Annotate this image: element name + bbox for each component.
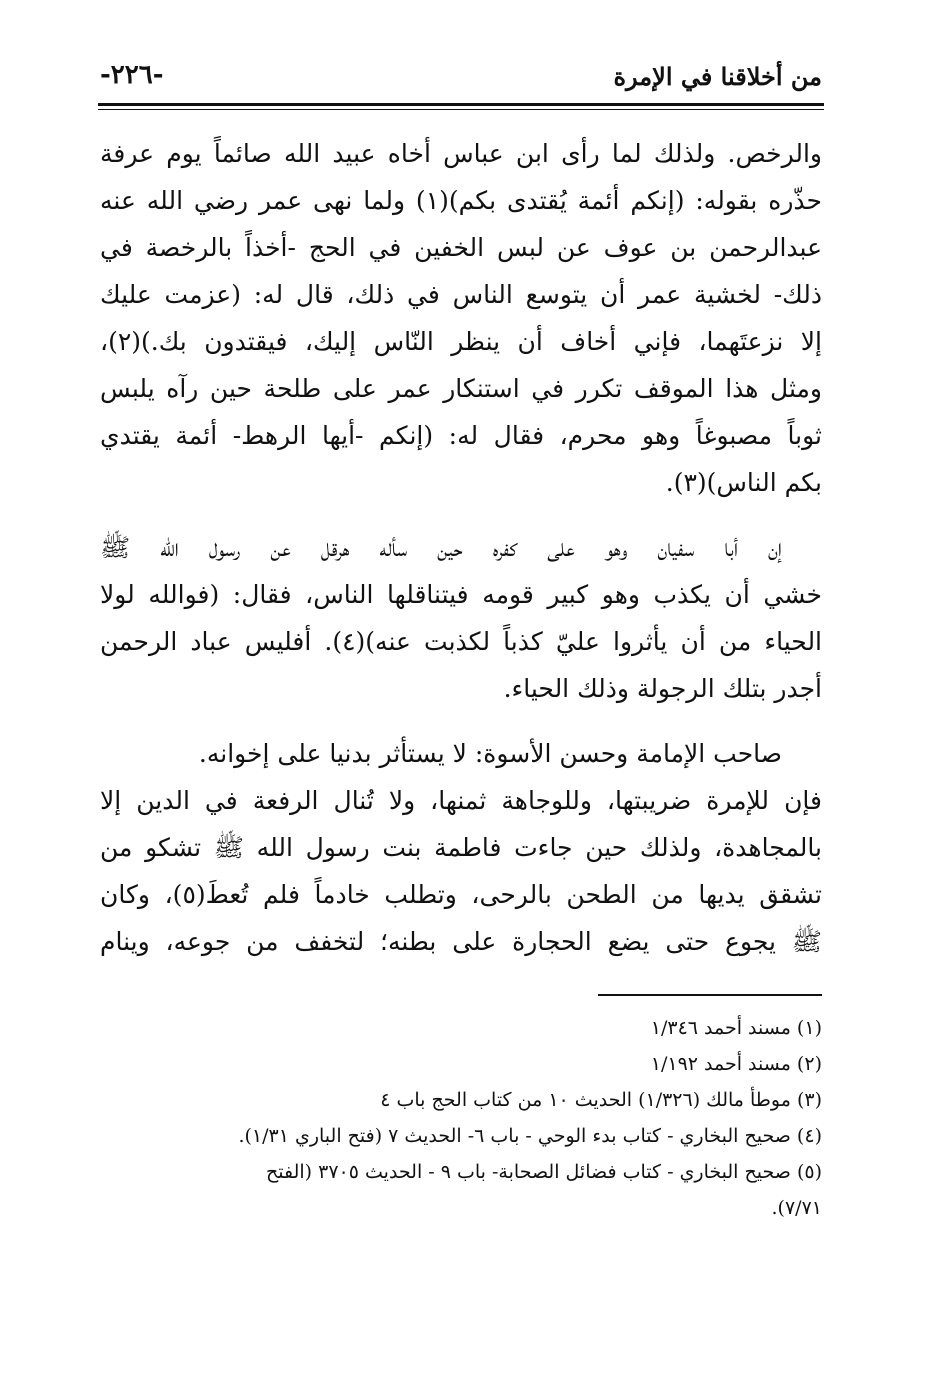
text-line: أجدر بتلك الرجولة وذلك الحياء. <box>503 674 822 703</box>
footnote-5: (٥) صحيح البخاري - كتاب فضائل الصحابة- باب ٩ - الحديث ٣٧٠٥ (الفتح <box>265 1161 822 1183</box>
paragraph-2 <box>100 524 822 712</box>
running-title: من أخلاقنا في الإمرة <box>613 62 822 91</box>
text-line: ﷺ يجوع حتى يضع الحجارة على بطنه؛ لتخفف من جوعه، وينام <box>100 927 822 956</box>
text-line: ومثل هذا الموقف تكرر في استنكار عمر على طلحة حين رآه يلبس <box>100 374 822 403</box>
footnote-separator <box>598 994 822 996</box>
text-line: صاحب الإمامة وحسن الأسوة: لا يستأثر بدنيا على إخوانه. <box>198 739 782 768</box>
paragraph-gap <box>100 712 822 730</box>
header-rule-thin <box>98 109 824 110</box>
footnote-3: (٣) موطأ مالك (١/٣٢٦) الحديث ١٠ من كتاب الحج باب ٤ <box>380 1089 822 1111</box>
text-line: إن أبا سفيان وهو على كفره حين سأله هرقل عن رسول الله ﷺ <box>100 533 782 562</box>
footnotes <box>100 1010 822 1226</box>
text-line: إلا نزعتَهما، فإني أخاف أن ينظر النّاس إليك، فيقتدون بك.)(٢)، <box>100 327 822 356</box>
text-line: خشي أن يكذب وهو كبير قومه فيتناقلها الناس، فقال: (فوالله لولا <box>100 580 822 609</box>
footnote-4: (٤) صحيح البخاري - كتاب بدء الوحي - باب ٦- الحديث ٧ (فتح الباري ١/٣١). <box>238 1125 822 1147</box>
page-header <box>100 56 822 98</box>
text-line: ثوباً مصبوغاً وهو محرم، فقال له: (إنكم -أيها الرهط- أئمة يقتدي <box>100 421 822 450</box>
footnote-2: (٢) مسند أحمد ١/١٩٢ <box>650 1053 822 1075</box>
text-line: عبدالرحمن بن عوف عن لبس الخفين في الحج -أخذاً بالرخصة في <box>100 233 822 262</box>
text-line: حذّره بقوله: (إنكم أئمة يُقتدى بكم)(١) ولما نهى عمر رضي الله عنه <box>100 186 822 215</box>
text-line: فإن للإمرة ضريبتها، وللوجاهة ثمنها، ولا تُنال الرفعة في الدين إلا <box>100 786 822 815</box>
footnote-5-continued: ٧/٧١). <box>771 1197 822 1219</box>
paragraph-gap <box>100 506 822 524</box>
text-line: الحياء من أن يأثروا عليّ كذباً لكذبت عنه)(٤). أفليس عباد الرحمن <box>100 627 822 656</box>
text-line: والرخص. ولذلك لما رأى ابن عباس أخاه عبيد الله صائماً يوم عرفة <box>100 139 822 168</box>
text-line: بكم الناس)(٣). <box>665 468 822 497</box>
main-text <box>100 130 822 965</box>
paragraph-1 <box>100 130 822 506</box>
text-line: ذلك- لخشية عمر أن يتوسع الناس في ذلك، قال له: (عزمت عليك <box>100 280 822 309</box>
text-line: تشقق يديها من الطحن بالرحى، وتطلب خادماً فلم تُعطَ(٥)، وكان <box>100 880 822 909</box>
text-line: بالمجاهدة، ولذلك حين جاءت فاطمة بنت رسول الله ﷺ تشكو من <box>100 833 822 862</box>
page-number: -٢٢٦- <box>100 60 164 90</box>
header-rule <box>98 103 824 106</box>
paragraph-3 <box>100 730 822 965</box>
footnote-1: (١) مسند أحمد ١/٣٤٦ <box>650 1017 822 1039</box>
